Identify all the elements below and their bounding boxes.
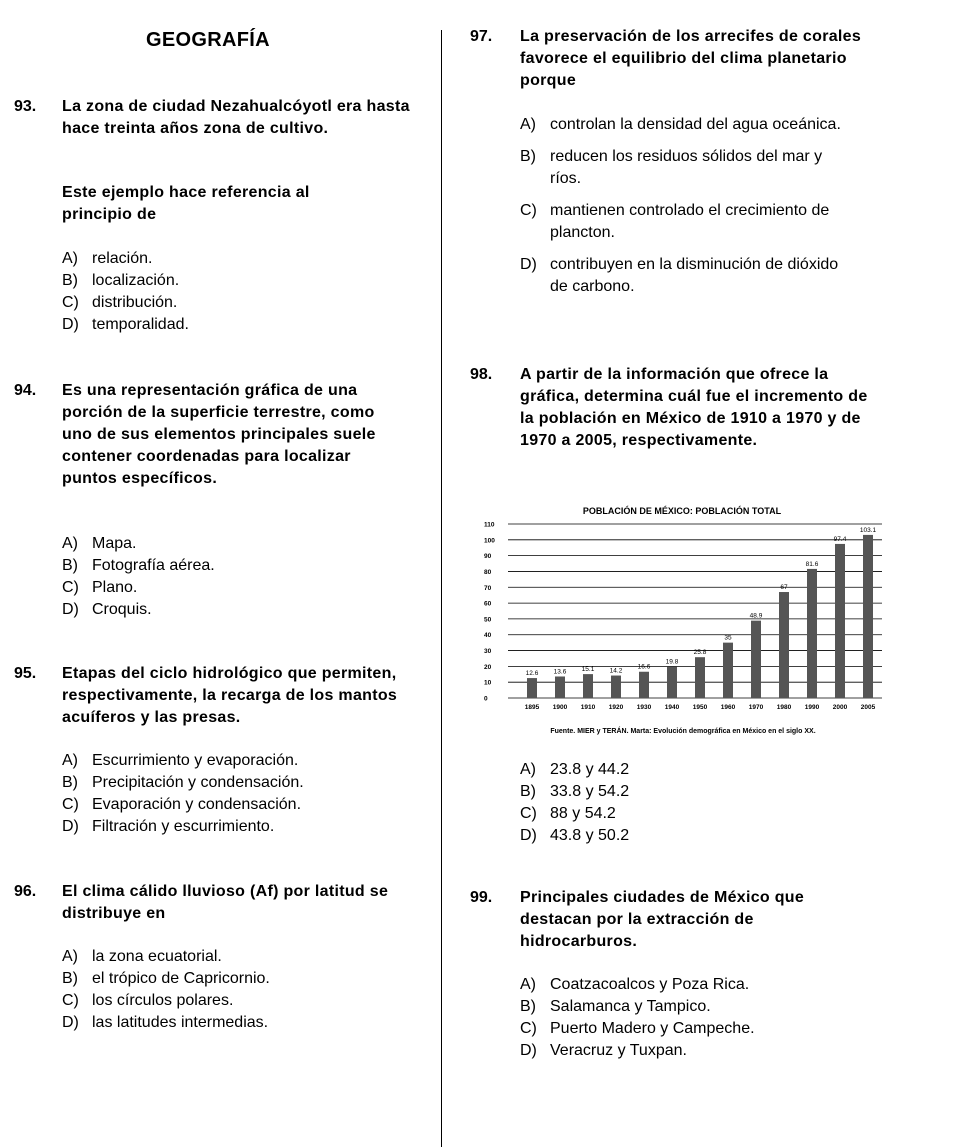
x-tick-label: 2000 (832, 704, 848, 711)
option-a[interactable]: A) Escurrimiento y evaporación. (62, 752, 299, 769)
data-label: 103.1 (859, 526, 877, 534)
option-b[interactable]: B) el trópico de Capricornio. (62, 970, 270, 987)
bar-1910 (583, 674, 593, 698)
y-tick-label: 70 (484, 584, 492, 592)
bar-1895 (527, 678, 537, 698)
question-number: 98. (470, 366, 493, 383)
data-label: 13.6 (553, 668, 567, 676)
x-axis-labels (525, 704, 876, 711)
y-tick-label: 60 (484, 600, 492, 608)
question-number: 99. (470, 889, 493, 906)
question-stem: La zona de ciudad Nezahualcóyotl era hasta hace treinta años zona de cultivo. (62, 98, 410, 137)
data-label: 48.9 (749, 612, 763, 620)
x-tick-label: 1960 (720, 704, 736, 711)
chart-source: Fuente. MIER y TERÁN. Marta: Evolución demográfica en México en el siglo XX. (550, 728, 816, 735)
x-tick-label: 1940 (664, 704, 680, 711)
population-chart (470, 500, 910, 740)
question-stem: Etapas del ciclo hidrológico que permiten, respectivamente, la recarga de los mantos acuíferos y las presas. (62, 665, 398, 726)
x-tick-label: 1970 (748, 704, 764, 711)
option-a[interactable]: A) 23.8 y 44.2 (520, 761, 630, 778)
y-tick-label: 50 (484, 616, 492, 624)
option-d[interactable]: D) las latitudes intermedias. (62, 1014, 269, 1031)
bar-1930 (639, 672, 649, 698)
option-b[interactable]: B) Precipitación y condensación. (62, 774, 304, 791)
option-a[interactable]: A) la zona ecuatorial. (62, 948, 222, 965)
y-tick-label: 100 (484, 537, 495, 545)
option-b[interactable]: B) 33.8 y 54.2 (520, 783, 630, 800)
option-c[interactable]: C) Plano. (62, 579, 138, 596)
question-number: 97. (470, 28, 493, 45)
option-c[interactable]: C) mantienen controlado el crecimiento de plancton. (520, 202, 830, 241)
option-b[interactable]: B) Salamanca y Tampico. (520, 998, 711, 1015)
y-axis-ticks (484, 522, 495, 703)
x-tick-label: 1895 (524, 704, 540, 711)
option-c[interactable]: C) Puerto Madero y Campeche. (520, 1020, 755, 1037)
chart-bars (526, 527, 877, 698)
question-stem: Principales ciudades de México que destacan por la extracción de hidrocarburos. (520, 889, 805, 950)
question-stem: A partir de la información que ofrece la gráfica, determina cuál fue el incremento de la población en México de 1910 a 1970 y de 1970 a 2005, respectivamente. (520, 366, 868, 449)
bar-1940 (667, 667, 677, 698)
data-label: 19.8 (665, 658, 679, 666)
y-tick-label: 20 (484, 663, 492, 671)
option-d[interactable]: D) 43.8 y 50.2 (520, 827, 630, 844)
y-tick-label: 80 (484, 568, 492, 576)
option-c[interactable]: C) los círculos polares. (62, 992, 234, 1009)
y-tick-label: 110 (484, 521, 495, 529)
question-stem-2: Este ejemplo hace referencia al principio de (62, 184, 310, 223)
bar-1980 (779, 592, 789, 698)
option-d[interactable]: D) contribuyen en la disminución de dióxido de carbono. (520, 256, 839, 295)
x-tick-label: 1910 (580, 704, 596, 711)
x-tick-label: 1930 (636, 704, 652, 711)
data-label: 12.6 (525, 670, 539, 678)
options-list (62, 248, 402, 336)
option-b[interactable]: B) Fotografía aérea. (62, 557, 215, 574)
bar-1920 (611, 676, 621, 698)
bar-1970 (751, 621, 761, 698)
option-b[interactable]: B) reducen los residuos sólidos del mar y ríos. (520, 148, 823, 187)
question-stem: La preservación de los arrecifes de corales favorece el equilibrio del clima planetario porque (520, 28, 862, 89)
bar-1960 (723, 643, 733, 698)
data-label: 25.8 (693, 649, 707, 657)
data-label: 97.4 (833, 535, 847, 543)
options-list (62, 946, 402, 1034)
column-divider (441, 30, 442, 1147)
options-list (520, 114, 850, 298)
y-tick-label: 30 (484, 648, 492, 656)
question-stem: El clima cálido lluvioso (Af) por latitud se distribuye en (62, 883, 389, 922)
options-list (62, 533, 402, 621)
data-label: 16.6 (637, 663, 651, 671)
option-c[interactable]: C) 88 y 54.2 (520, 805, 616, 822)
chart-title: POBLACIÓN DE MÉXICO: POBLACIÓN TOTAL (582, 506, 782, 516)
option-c[interactable]: C) Evaporación y condensación. (62, 796, 302, 813)
bar-1950 (695, 657, 705, 698)
x-tick-label: 1900 (552, 704, 568, 711)
data-label: 67 (780, 584, 788, 592)
question-number: 96. (14, 883, 37, 900)
question-number: 94. (14, 382, 37, 399)
question-stem: Es una representación gráfica de una porción de la superficie terrestre, como uno de sus elementos principales suele contener coordenadas para localizar puntos específicos. (62, 382, 376, 487)
x-tick-label: 1920 (608, 704, 624, 711)
option-d[interactable]: D) Veracruz y Tuxpan. (520, 1042, 687, 1059)
y-tick-label: 10 (484, 679, 492, 687)
option-a[interactable]: A) controlan la densidad del agua oceánica. (520, 116, 841, 133)
option-a[interactable]: A) Coatzacoalcos y Poza Rica. (520, 976, 750, 993)
x-tick-label: 1990 (804, 704, 820, 711)
q98-options-list (520, 759, 850, 847)
data-label: 15.1 (581, 666, 595, 674)
bar-1990 (807, 569, 817, 698)
bar-2000 (835, 544, 845, 698)
y-tick-label: 90 (484, 553, 492, 561)
data-label: 35 (724, 634, 732, 642)
question-number: 95. (14, 665, 37, 682)
page-heading: GEOGRAFÍA (146, 29, 270, 51)
option-a[interactable]: A) relación. (62, 250, 153, 267)
y-tick-label: 0 (484, 695, 488, 703)
options-list (520, 974, 850, 1062)
option-d[interactable]: D) Filtración y escurrimiento. (62, 818, 275, 835)
bar-2005 (863, 535, 873, 698)
option-b[interactable]: B) localización. (62, 272, 180, 289)
question-number: 93. (14, 98, 37, 115)
option-a[interactable]: A) Mapa. (62, 535, 137, 552)
options-list (62, 750, 402, 838)
y-tick-label: 40 (484, 632, 492, 640)
x-tick-label: 1950 (692, 704, 708, 711)
option-d[interactable]: D) Croquis. (62, 601, 152, 618)
option-d[interactable]: D) temporalidad. (62, 316, 189, 333)
option-c[interactable]: C) distribución. (62, 294, 178, 311)
data-label: 14.2 (609, 667, 623, 675)
bar-1900 (555, 676, 565, 698)
data-label: 81.6 (805, 560, 819, 568)
x-tick-label: 2005 (860, 704, 876, 711)
x-tick-label: 1980 (776, 704, 792, 711)
